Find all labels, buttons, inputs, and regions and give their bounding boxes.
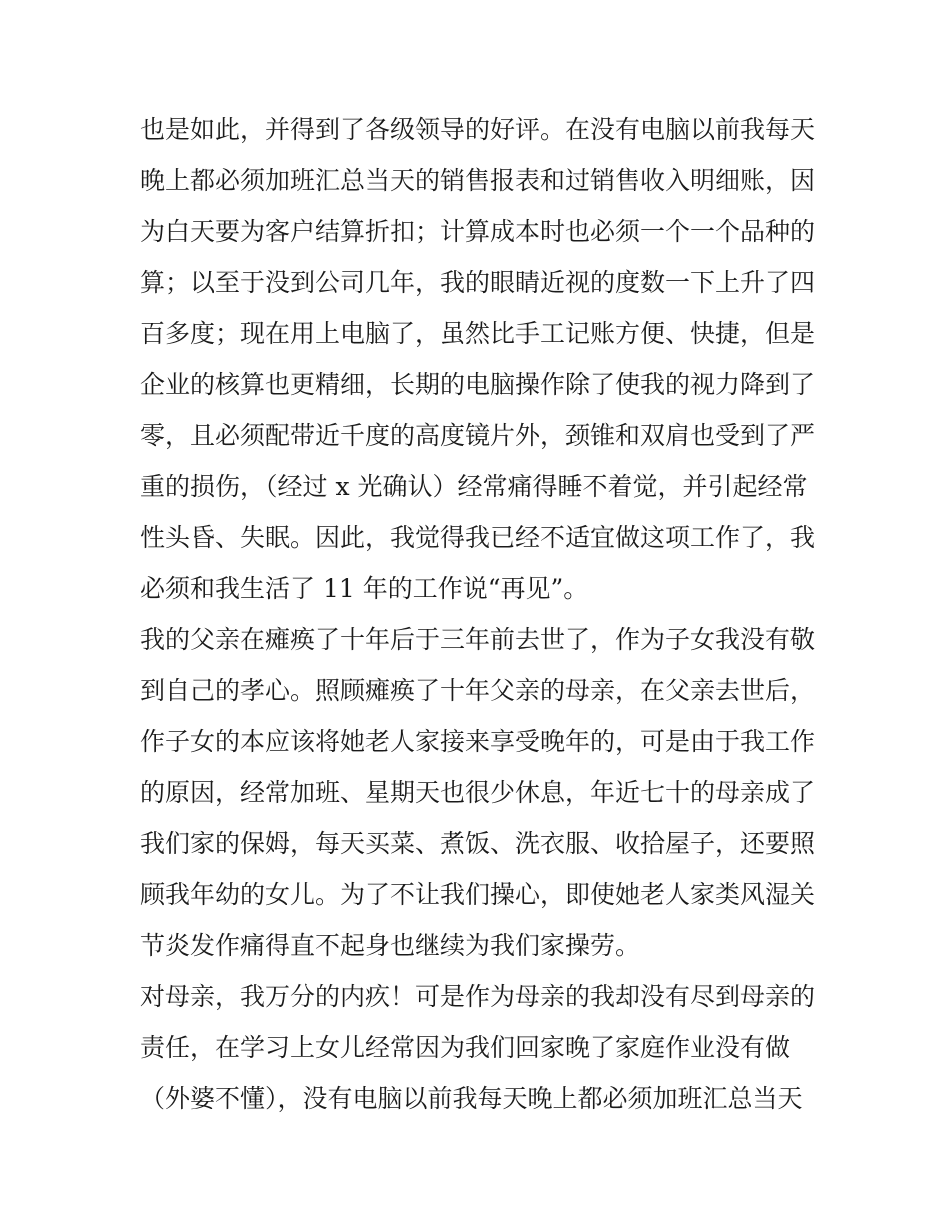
text-line: 作子女的本应该将她老人家接来享受晚年的，可是由于我工作	[140, 727, 816, 756]
body-text	[140, 104, 820, 1124]
text-line: 也是如此，并得到了各级领导的好评。在没有电脑以前我每天	[140, 115, 816, 144]
text-line: 的原因，经常加班、星期天也很少休息，年近七十的母亲成了	[140, 778, 816, 807]
text-line: 为白天要为客户结算折扣；计算成本时也必须一个一个品种的	[140, 217, 816, 246]
text-line: 我的父亲在瘫痪了十年后于三年前去世了，作为子女我没有敬	[140, 625, 816, 654]
text-line: 算；以至于没到公司几年，我的眼睛近视的度数一下上升了四	[140, 268, 816, 297]
text-line: 晚上都必须加班汇总当天的销售报表和过销售收入明细账，因	[140, 166, 816, 195]
text-line: 性头昏、失眠。因此，我觉得我已经不适宜做这项工作了，我	[140, 523, 816, 552]
text-line: （外婆不懂），没有电脑以前我每天晚上都必须加班汇总当天	[140, 1084, 803, 1113]
text-line: 零，且必须配带近千度的高度镜片外，颈锥和双肩也受到了严	[140, 421, 816, 450]
text-line: 节炎发作痛得直不起身也继续为我们家操劳。	[140, 931, 641, 960]
text-line: 必须和我生活了 11 年的工作说“再见”。	[140, 574, 589, 603]
text-line: 重的损伤，（经过 x 光确认）经常痛得睡不着觉，并引起经常	[140, 472, 808, 501]
text-line: 对母亲，我万分的内疚！可是作为母亲的我却没有尽到母亲的	[140, 982, 816, 1011]
text-line: 到自己的孝心。照顾瘫痪了十年父亲的母亲，在父亲去世后，	[140, 676, 816, 705]
text-line: 顾我年幼的女儿。为了不让我们操心，即使她老人家类风湿关	[140, 880, 816, 909]
text-line: 企业的核算也更精细，长期的电脑操作除了使我的视力降到了	[140, 370, 816, 399]
text-line: 责任，在学习上女儿经常因为我们回家晚了家庭作业没有做	[140, 1033, 791, 1062]
text-line: 我们家的保姆，每天买菜、煮饭、洗衣服、收拾屋子，还要照	[140, 829, 816, 858]
text-line: 百多度；现在用上电脑了，虽然比手工记账方便、快捷，但是	[140, 319, 816, 348]
